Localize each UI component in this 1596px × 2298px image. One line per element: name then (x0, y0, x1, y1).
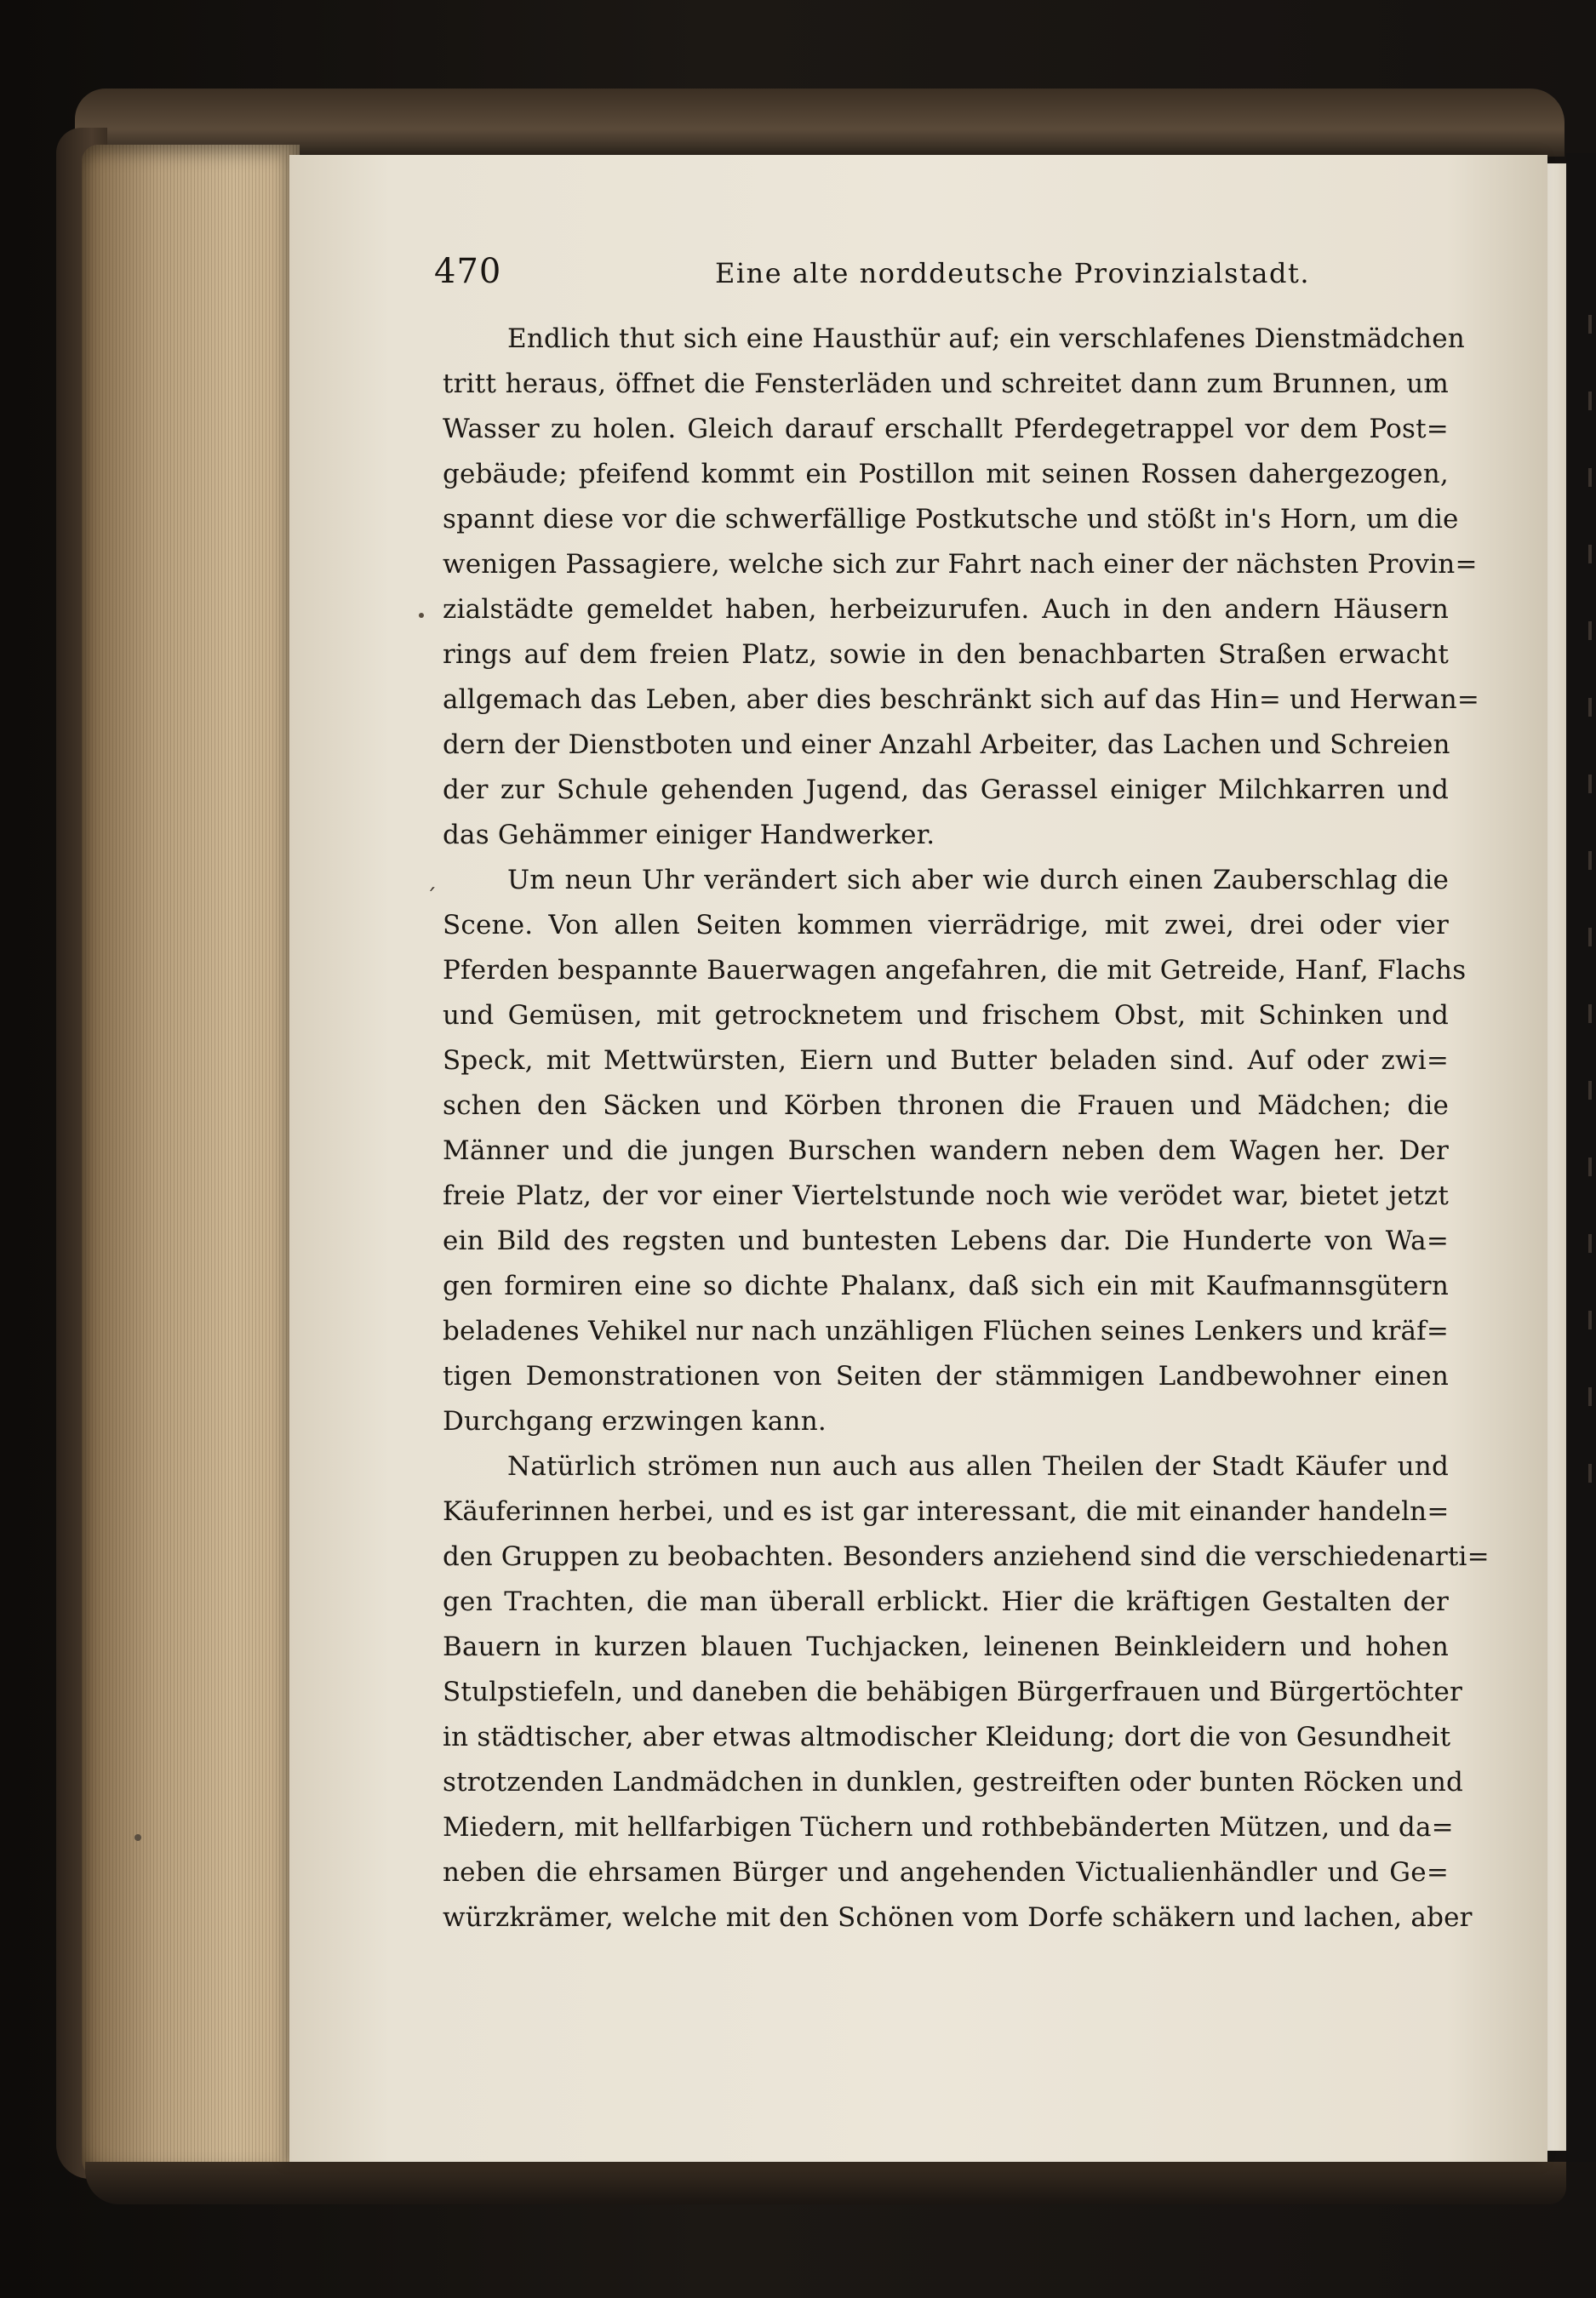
paper-speck (134, 1834, 141, 1841)
text-line: Stulpstiefeln, und daneben die behäbigen Bürgerfrauen und Bürgertöchter (443, 1677, 1463, 1707)
text-line: Wasser zu holen. Gleich darauf erschallt Pferdegetrappel vor dem Post= (443, 414, 1449, 444)
text-line: Natürlich strömen nun auch aus allen Theilen der Stadt Käufer und (507, 1451, 1449, 1482)
text-line: in städtischer, aber etwas altmodischer Kleidung; dort die von Gesundheit (443, 1722, 1451, 1752)
text-line: strotzenden Landmädchen in dunklen, gestreiften oder bunten Röcken und (443, 1767, 1464, 1798)
text-line: neben die ehrsamen Bürger und angehenden Victualienhändler und Ge= (443, 1857, 1449, 1888)
text-line: würzkrämer, welche mit den Schönen vom Dorfe schäkern und lachen, aber (443, 1902, 1473, 1933)
text-line: das Gehämmer einiger Handwerker. (443, 820, 935, 850)
running-title: Eine alte norddeutsche Provinzialstadt. (715, 257, 1310, 289)
text-line: Speck, mit Mettwürsten, Eiern und Butter beladen sind. Auf oder zwi= (443, 1045, 1449, 1076)
text-line: und Gemüsen, mit getrocknetem und frischem Obst, mit Schinken und (443, 1000, 1449, 1031)
book-bottom-edge (85, 2162, 1566, 2204)
text-line: gebäude; pfeifend kommt ein Postillon mit seinen Rossen dahergezogen, (443, 459, 1449, 489)
facing-page-text-marks (1588, 315, 1592, 1506)
margin-mark: ´ (426, 885, 437, 911)
text-line: den Gruppen zu beobachten. Besonders anziehend sind die verschiedenarti= (443, 1541, 1490, 1572)
text-line: wenigen Passagiere, welche sich zur Fahrt nach einer der nächsten Provin= (443, 549, 1478, 580)
page-edges (82, 145, 300, 2183)
text-line: Scene. Von allen Seiten kommen vierrädrige, mit zwei, drei oder vier (443, 910, 1449, 940)
text-line: Männer und die jungen Burschen wandern neben dem Wagen her. Der (443, 1135, 1449, 1166)
text-line: tigen Demonstrationen von Seiten der stämmigen Landbewohner einen (443, 1361, 1449, 1392)
text-line: ein Bild des regsten und buntesten Lebens dar. Die Hunderte von Wa= (443, 1226, 1449, 1256)
text-line: rings auf dem freien Platz, sowie in den benachbarten Straßen erwacht (443, 639, 1449, 670)
text-line: schen den Säcken und Körben thronen die Frauen und Mädchen; die (443, 1090, 1449, 1121)
paper-speck (419, 613, 424, 618)
text-line: Endlich thut sich eine Hausthür auf; ein verschlafenes Dienstmädchen (507, 323, 1465, 354)
page-number: 470 (434, 252, 502, 291)
text-line: Miedern, mit hellfarbigen Tüchern und rothbebänderten Mützen, und da= (443, 1812, 1454, 1843)
text-line: allgemach das Leben, aber dies beschränkt sich auf das Hin= und Herwan= (443, 684, 1480, 715)
text-line: gen Trachten, die man überall erblickt. Hier die kräftigen Gestalten der (443, 1586, 1449, 1617)
text-line: zialstädte gemeldet haben, herbeizurufen. Auch in den andern Häusern (443, 594, 1449, 625)
text-line: freie Platz, der vor einer Viertelstunde noch wie verödet war, bietet jetzt (443, 1180, 1449, 1211)
body-text (443, 317, 1490, 1941)
text-line: Pferden bespannte Bauerwagen angefahren, die mit Getreide, Hanf, Flachs (443, 955, 1467, 986)
text-line: tritt heraus, öffnet die Fensterläden und schreitet dann zum Brunnen, um (443, 369, 1449, 399)
running-head (434, 252, 1447, 303)
text-line: Um neun Uhr verändert sich aber wie durch einen Zauberschlag die (507, 865, 1449, 895)
text-line: beladenes Vehikel nur nach unzähligen Flüchen seines Lenkers und kräf= (443, 1316, 1449, 1346)
text-line: dern der Dienstboten und einer Anzahl Arbeiter, das Lachen und Schreien (443, 729, 1450, 760)
text-line: gen formiren eine so dichte Phalanx, daß sich ein mit Kaufmannsgütern (443, 1271, 1449, 1301)
text-line: Bauern in kurzen blauen Tuchjacken, leinenen Beinkleidern und hohen (443, 1632, 1449, 1662)
text-line: spannt diese vor die schwerfällige Postkutsche und stößt in's Horn, um die (443, 504, 1459, 534)
text-line: Käuferinnen herbei, und es ist gar interessant, die mit einander handeln= (443, 1496, 1450, 1527)
text-line: Durchgang erzwingen kann. (443, 1406, 827, 1437)
text-line: der zur Schule gehenden Jugend, das Gerassel einiger Milchkarren und (443, 775, 1449, 805)
